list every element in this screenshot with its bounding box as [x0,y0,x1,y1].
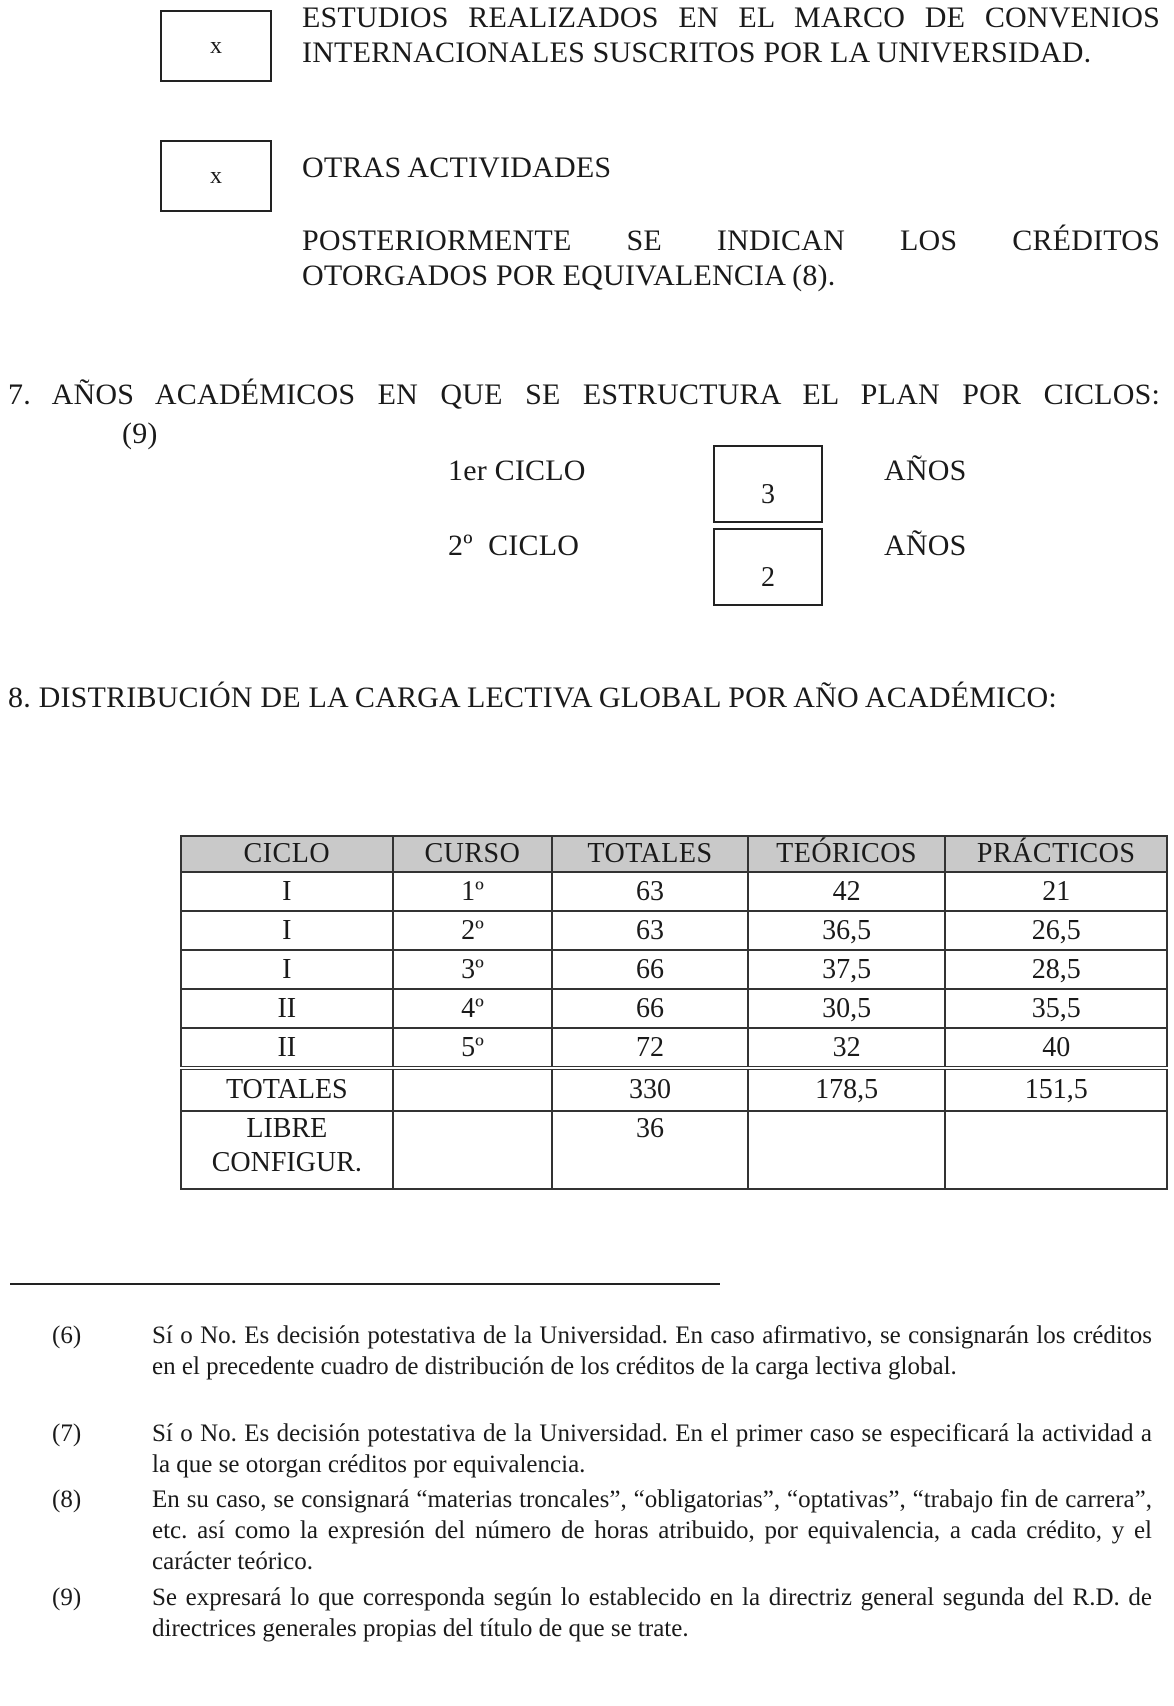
table-row [181,989,1167,1028]
header-curso: CURSO [393,836,553,872]
cell-teoricos: 32 [748,1028,946,1068]
libre-practicos [945,1111,1167,1189]
footnote-text: Sí o No. Es decisión potestativa de la Universidad. En caso afirmativo, se consignarán los créditos en el precedente cuadro de distribución de los créditos de la carga lectiva global. [152,1322,1152,1380]
checkbox-otras-actividades[interactable] [160,140,272,212]
section8-title: 8. DISTRIBUCIÓN DE LA CARGA LECTIVA GLOBAL POR AÑO ACADÉMICO: [8,681,1057,714]
libre-totales: 36 [552,1111,748,1189]
cell-teoricos: 37,5 [748,950,946,989]
libre-config-row [181,1111,1167,1189]
checkbox-convenios[interactable] [160,10,272,82]
cell-teoricos: 30,5 [748,989,946,1028]
cell-practicos: 21 [945,872,1167,911]
header-totales: TOTALES [552,836,748,872]
totals-curso [393,1068,553,1111]
cycle-2-value: 2 [761,562,775,593]
posterior-note: POSTERIORMENTE SE INDICAN LOS CRÉDITOS OTORGADOS POR EQUIVALENCIA (8). [302,224,1160,292]
footnote-6 [52,1320,1152,1382]
footnote-text: En su caso, se consignará “materias troncales”, “obligatorias”, “optativas”, “trabajo fin de carrera”, etc. así como la expresión del número de horas atribuido, por equivalencia, a cada crédito, y el carácter teórico. [152,1486,1152,1575]
footnote-number: (9) [52,1584,82,1611]
footnote-text: Se expresará lo que corresponda según lo establecido en la directriz general segunda del R.D. de directrices generales propias del título de que se trate. [152,1584,1152,1642]
totals-teoricos: 178,5 [748,1068,946,1111]
totals-totales: 330 [552,1068,748,1111]
footnote-7 [52,1418,1152,1480]
cell-ciclo: II [181,989,393,1028]
cycle-2-label: 2º CICLO [448,529,580,562]
item-convenios-text: ESTUDIOS REALIZADOS EN EL MARCO DE CONVENIOS INTERNACIONALES SUSCRITOS POR LA UNIVERSIDAD. [302,1,1160,69]
cell-curso: 1º [393,872,553,911]
cell-teoricos: 36,5 [748,911,946,950]
cell-curso: 3º [393,950,553,989]
cell-totales: 63 [552,872,748,911]
libre-label: LIBRE CONFIGUR. [181,1111,393,1189]
header-ciclo: CICLO [181,836,393,872]
cell-teoricos: 42 [748,872,946,911]
totals-label: TOTALES [181,1068,393,1111]
cycle-1-value-box [713,445,823,523]
cell-ciclo: I [181,950,393,989]
cell-curso: 4º [393,989,553,1028]
cell-totales: 66 [552,989,748,1028]
item-otras-actividades-text: OTRAS ACTIVIDADES [302,151,612,184]
cell-practicos: 35,5 [945,989,1167,1028]
checkbox-mark: x [210,162,222,189]
header-practicos: PRÁCTICOS [945,836,1167,872]
footnote-8 [52,1484,1152,1577]
totals-row [181,1068,1167,1111]
cell-practicos: 28,5 [945,950,1167,989]
checkbox-mark: x [210,32,222,59]
totals-practicos: 151,5 [945,1068,1167,1111]
libre-teoricos [748,1111,946,1189]
cycle-2-value-box [713,528,823,606]
footnote-9 [52,1582,1152,1644]
carga-lectiva-table [180,835,1168,1190]
cell-totales: 66 [552,950,748,989]
cycle-1-label: 1er CICLO [448,454,586,487]
cell-ciclo: I [181,911,393,950]
libre-curso [393,1111,553,1189]
cycle-1-value: 3 [761,479,775,510]
footnote-text: Sí o No. Es decisión potestativa de la Universidad. En el primer caso se especificará la actividad a la que se otorgan créditos por equivalencia. [152,1420,1152,1478]
cycle-2-unit: AÑOS [884,529,967,562]
footnote-number: (8) [52,1486,82,1513]
cell-totales: 72 [552,1028,748,1068]
cell-ciclo: I [181,872,393,911]
cell-totales: 63 [552,911,748,950]
footnote-number: (6) [52,1322,82,1349]
table-row [181,950,1167,989]
header-teoricos: TEÓRICOS [748,836,946,872]
table-row [181,872,1167,911]
cell-practicos: 26,5 [945,911,1167,950]
cell-curso: 2º [393,911,553,950]
table-row [181,1028,1167,1068]
footnote-divider [10,1283,720,1285]
footnote-number: (7) [52,1420,82,1447]
table-row [181,911,1167,950]
cell-practicos: 40 [945,1028,1167,1068]
cell-curso: 5º [393,1028,553,1068]
section7-title: 7. AÑOS ACADÉMICOS EN QUE SE ESTRUCTURA EL PLAN POR CICLOS: [8,378,1160,411]
cell-ciclo: II [181,1028,393,1068]
table-header-row [181,836,1167,872]
cycle-1-unit: AÑOS [884,454,967,487]
section7-ref: (9) [122,417,158,450]
